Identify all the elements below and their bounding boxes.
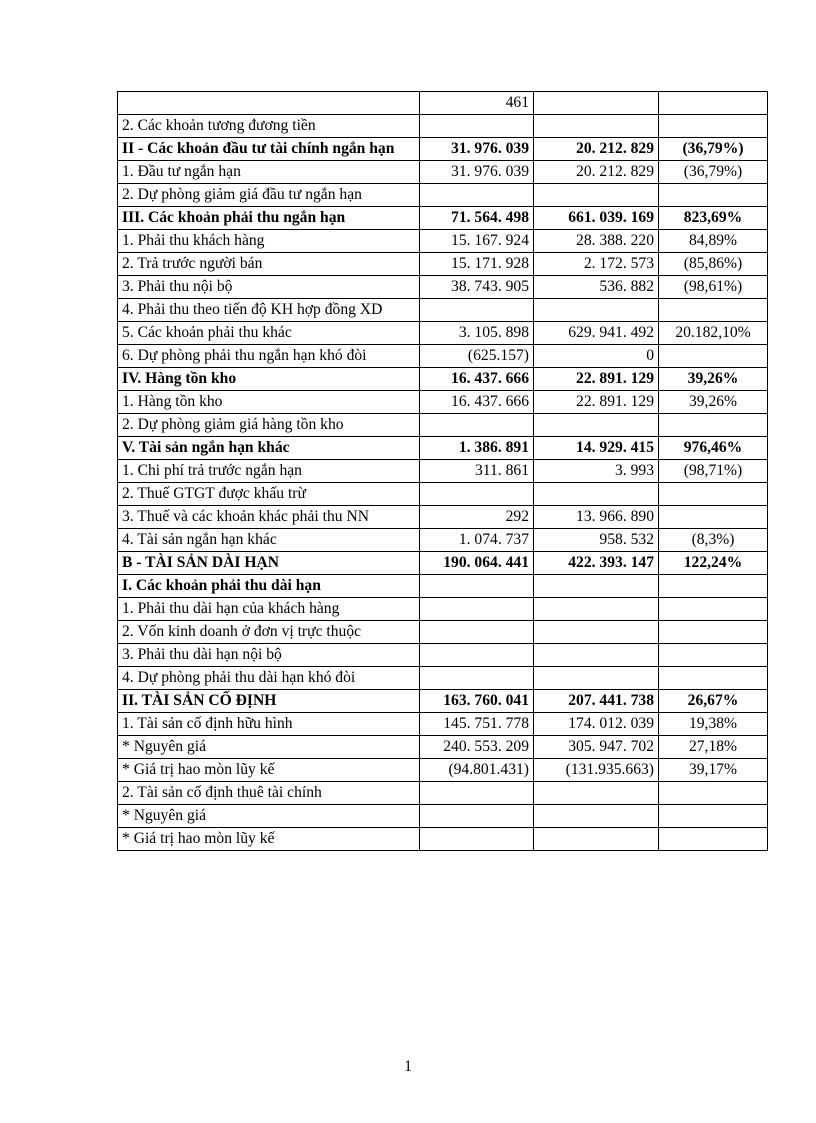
value-start <box>420 667 534 690</box>
change-percent: 39,26% <box>659 391 768 414</box>
value-start: (94.801.431) <box>420 759 534 782</box>
value-start: 311. 861 <box>420 460 534 483</box>
change-percent <box>659 299 768 322</box>
value-start: 31. 976. 039 <box>420 138 534 161</box>
table-row <box>118 759 768 782</box>
value-end <box>534 598 659 621</box>
value-end <box>534 92 659 115</box>
table-row <box>118 230 768 253</box>
table-row <box>118 690 768 713</box>
row-label: 2. Các khoản tương đương tiền <box>118 115 420 138</box>
table-row <box>118 161 768 184</box>
value-end <box>534 115 659 138</box>
change-percent: 823,69% <box>659 207 768 230</box>
change-percent <box>659 598 768 621</box>
table-row <box>118 667 768 690</box>
table-row <box>118 506 768 529</box>
change-percent: 84,89% <box>659 230 768 253</box>
value-start: 145. 751. 778 <box>420 713 534 736</box>
table-row <box>118 138 768 161</box>
value-end: 536. 882 <box>534 276 659 299</box>
table-row <box>118 92 768 115</box>
value-end: 174. 012. 039 <box>534 713 659 736</box>
balance-sheet-table <box>117 91 768 851</box>
value-end: 2. 172. 573 <box>534 253 659 276</box>
value-start: 163. 760. 041 <box>420 690 534 713</box>
value-start: 16. 437. 666 <box>420 391 534 414</box>
row-label: 3. Thuế và các khoản khác phải thu NN <box>118 506 420 529</box>
value-start <box>420 575 534 598</box>
table-row <box>118 598 768 621</box>
change-percent: 20.182,10% <box>659 322 768 345</box>
value-start <box>420 805 534 828</box>
table-row <box>118 644 768 667</box>
table-row <box>118 713 768 736</box>
row-label: 2. Thuế GTGT được khấu trừ <box>118 483 420 506</box>
value-end: 28. 388. 220 <box>534 230 659 253</box>
value-start: (625.157) <box>420 345 534 368</box>
value-end: 422. 393. 147 <box>534 552 659 575</box>
value-start: 190. 064. 441 <box>420 552 534 575</box>
change-percent <box>659 506 768 529</box>
value-end: 13. 966. 890 <box>534 506 659 529</box>
row-label: 6. Dự phòng phải thu ngắn hạn khó đòi <box>118 345 420 368</box>
value-end <box>534 575 659 598</box>
value-end <box>534 299 659 322</box>
value-start: 15. 167. 924 <box>420 230 534 253</box>
value-start: 240. 553. 209 <box>420 736 534 759</box>
value-start: 1. 386. 891 <box>420 437 534 460</box>
change-percent <box>659 621 768 644</box>
change-percent: (98,61%) <box>659 276 768 299</box>
change-percent <box>659 828 768 851</box>
value-start <box>420 621 534 644</box>
row-label: 4. Tài sản ngắn hạn khác <box>118 529 420 552</box>
row-label: 1. Phải thu dài hạn của khách hàng <box>118 598 420 621</box>
change-percent <box>659 644 768 667</box>
change-percent <box>659 92 768 115</box>
value-end <box>534 805 659 828</box>
change-percent: 39,26% <box>659 368 768 391</box>
value-end <box>534 621 659 644</box>
change-percent <box>659 414 768 437</box>
value-end: 207. 441. 738 <box>534 690 659 713</box>
page-number: 1 <box>404 1058 412 1075</box>
row-label: 2. Tài sản cố định thuê tài chính <box>118 782 420 805</box>
value-end: 629. 941. 492 <box>534 322 659 345</box>
row-label: * Giá trị hao mòn lũy kế <box>118 828 420 851</box>
row-label: II - Các khoản đầu tư tài chính ngắn hạn <box>118 138 420 161</box>
row-label: IV. Hàng tồn kho <box>118 368 420 391</box>
value-end: (131.935.663) <box>534 759 659 782</box>
value-start <box>420 414 534 437</box>
row-label: 1. Tài sản cố định hữu hình <box>118 713 420 736</box>
value-end <box>534 782 659 805</box>
table-row <box>118 828 768 851</box>
value-end <box>534 828 659 851</box>
value-end: 0 <box>534 345 659 368</box>
value-end: 958. 532 <box>534 529 659 552</box>
value-start: 292 <box>420 506 534 529</box>
table-row <box>118 322 768 345</box>
row-label: * Nguyên giá <box>118 736 420 759</box>
row-label: 2. Dự phòng giảm giá hàng tồn kho <box>118 414 420 437</box>
table-row <box>118 345 768 368</box>
row-label: * Nguyên giá <box>118 805 420 828</box>
row-label: 3. Phải thu nội bộ <box>118 276 420 299</box>
value-end <box>534 483 659 506</box>
table-row <box>118 276 768 299</box>
row-label: II. TÀI SẢN CỐ ĐỊNH <box>118 690 420 713</box>
value-start <box>420 299 534 322</box>
value-start <box>420 483 534 506</box>
row-label: 4. Phải thu theo tiến độ KH hợp đồng XD <box>118 299 420 322</box>
value-end: 3. 993 <box>534 460 659 483</box>
change-percent <box>659 115 768 138</box>
row-label: III. Các khoản phải thu ngắn hạn <box>118 207 420 230</box>
value-start <box>420 598 534 621</box>
value-end <box>534 667 659 690</box>
row-label <box>118 92 420 115</box>
table-row <box>118 782 768 805</box>
change-percent <box>659 782 768 805</box>
table-row <box>118 805 768 828</box>
change-percent: 26,67% <box>659 690 768 713</box>
table-row <box>118 391 768 414</box>
row-label: * Giá trị hao mòn lũy kế <box>118 759 420 782</box>
row-label: B - TÀI SẢN DÀI HẠN <box>118 552 420 575</box>
row-label: V. Tài sản ngắn hạn khác <box>118 437 420 460</box>
value-end: 661. 039. 169 <box>534 207 659 230</box>
table-row <box>118 115 768 138</box>
change-percent <box>659 667 768 690</box>
table-row <box>118 460 768 483</box>
row-label: 2. Trả trước người bán <box>118 253 420 276</box>
change-percent: 976,46% <box>659 437 768 460</box>
value-end: 20. 212. 829 <box>534 138 659 161</box>
row-label: 4. Dự phòng phải thu dài hạn khó đòi <box>118 667 420 690</box>
value-start <box>420 828 534 851</box>
value-start <box>420 644 534 667</box>
change-percent: (36,79%) <box>659 138 768 161</box>
table-row <box>118 299 768 322</box>
value-end: 22. 891. 129 <box>534 368 659 391</box>
row-label: 2. Dự phòng giảm giá đầu tư ngắn hạn <box>118 184 420 207</box>
value-start <box>420 184 534 207</box>
change-percent <box>659 483 768 506</box>
value-start: 38. 743. 905 <box>420 276 534 299</box>
table-row <box>118 483 768 506</box>
change-percent <box>659 805 768 828</box>
table-row <box>118 736 768 759</box>
change-percent: (36,79%) <box>659 161 768 184</box>
change-percent <box>659 575 768 598</box>
table-row <box>118 207 768 230</box>
value-start: 15. 171. 928 <box>420 253 534 276</box>
value-start: 1. 074. 737 <box>420 529 534 552</box>
value-start: 3. 105. 898 <box>420 322 534 345</box>
row-label: 5. Các khoản phải thu khác <box>118 322 420 345</box>
table-row <box>118 437 768 460</box>
change-percent: (98,71%) <box>659 460 768 483</box>
value-start <box>420 782 534 805</box>
value-end <box>534 184 659 207</box>
table-row <box>118 414 768 437</box>
value-start <box>420 115 534 138</box>
row-label: 1. Phải thu khách hàng <box>118 230 420 253</box>
row-label: 1. Hàng tồn kho <box>118 391 420 414</box>
table-row <box>118 529 768 552</box>
table-row <box>118 184 768 207</box>
value-start: 71. 564. 498 <box>420 207 534 230</box>
row-label: 2. Vốn kinh doanh ở đơn vị trực thuộc <box>118 621 420 644</box>
table-row <box>118 552 768 575</box>
change-percent: (8,3%) <box>659 529 768 552</box>
row-label: I. Các khoản phải thu dài hạn <box>118 575 420 598</box>
balance-sheet-body <box>118 92 768 851</box>
value-end: 14. 929. 415 <box>534 437 659 460</box>
value-end: 22. 891. 129 <box>534 391 659 414</box>
change-percent <box>659 184 768 207</box>
row-label: 1. Chi phí trả trước ngắn hạn <box>118 460 420 483</box>
row-label: 3. Phải thu dài hạn nội bộ <box>118 644 420 667</box>
table-row <box>118 253 768 276</box>
value-start: 16. 437. 666 <box>420 368 534 391</box>
value-end: 20. 212. 829 <box>534 161 659 184</box>
change-percent: (85,86%) <box>659 253 768 276</box>
change-percent: 19,38% <box>659 713 768 736</box>
change-percent <box>659 345 768 368</box>
value-end <box>534 414 659 437</box>
row-label: 1. Đầu tư ngắn hạn <box>118 161 420 184</box>
table-row <box>118 368 768 391</box>
value-start: 31. 976. 039 <box>420 161 534 184</box>
change-percent: 39,17% <box>659 759 768 782</box>
change-percent: 122,24% <box>659 552 768 575</box>
value-end <box>534 644 659 667</box>
table-row <box>118 621 768 644</box>
value-start: 461 <box>420 92 534 115</box>
value-end: 305. 947. 702 <box>534 736 659 759</box>
table-row <box>118 575 768 598</box>
change-percent: 27,18% <box>659 736 768 759</box>
